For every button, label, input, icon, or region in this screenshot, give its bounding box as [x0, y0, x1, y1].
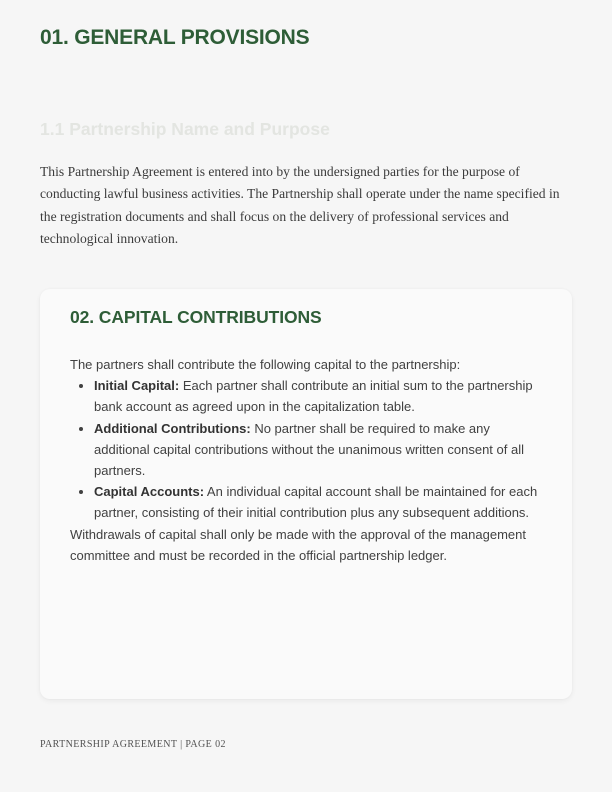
list-item — [94, 418, 542, 482]
capital-intro-paragraph: The partners shall contribute the following capital to the partnership: — [70, 357, 461, 372]
capital-bullet-list — [70, 375, 542, 523]
bullet-label-initial-capital: Initial Capital: — [94, 378, 180, 394]
list-item — [94, 375, 542, 417]
page-footer: PARTNERSHIP AGREEMENT | PAGE 02 — [40, 739, 226, 750]
section-heading-general-provisions: 01. GENERAL PROVISIONS — [40, 26, 310, 49]
general-provisions-paragraph: This Partnership Agreement is entered into by the undersigned parties for the purpose of conducting lawful business activities. The Partnership shall operate under the name specified in the registration documents and shall focus on the delivery of professional services and technological innovation. — [40, 164, 560, 246]
bullet-label-capital-accounts: Capital Accounts: — [94, 484, 205, 500]
bullet-text: No partner shall be required to make any additional capital contributions without the unanimous written consent of all partners. — [94, 420, 524, 479]
list-item — [94, 481, 542, 523]
subsection-heading-partnership-name-purpose: 1.1 Partnership Name and Purpose — [40, 119, 330, 139]
capital-contributions-body — [70, 354, 542, 566]
bullet-text: An individual capital account shall be maintained for each partner, consisting of their initial contribution plus any subsequent additions. — [94, 484, 538, 521]
bullet-text: Each partner shall contribute an initial sum to the partnership bank account as agreed upon in the capitalization table. — [94, 378, 533, 415]
capital-contributions-card — [40, 289, 572, 699]
section-heading-capital-contributions: 02. CAPITAL CONTRIBUTIONS — [70, 307, 322, 327]
capital-closing-paragraph: Withdrawals of capital shall only be made with the approval of the management committee and must be recorded in the official partnership ledger. — [70, 526, 526, 563]
bullet-label-additional-contributions: Additional Contributions: — [94, 420, 251, 436]
